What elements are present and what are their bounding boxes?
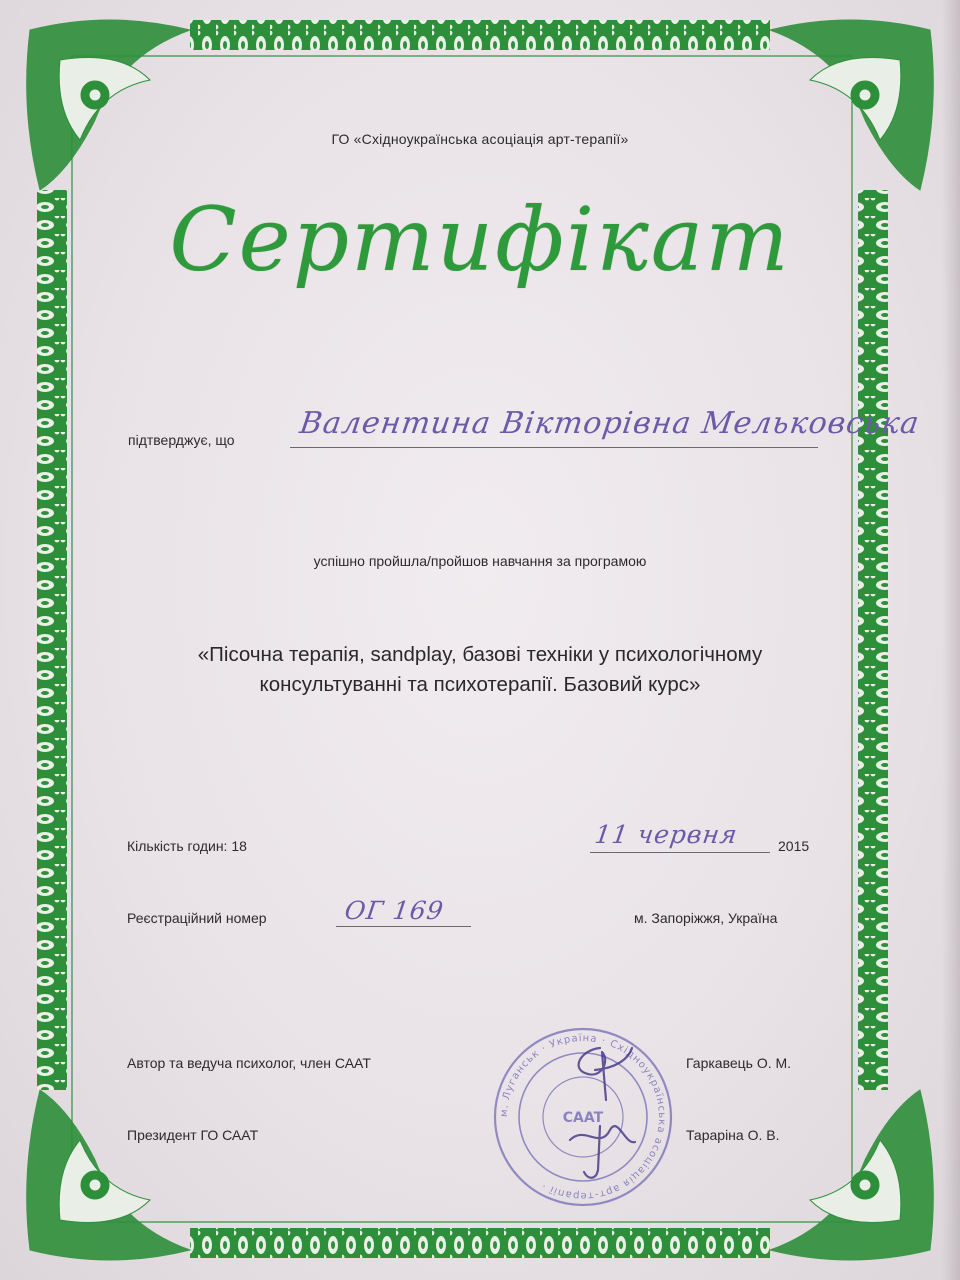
author-name: Гаркавець О. М.	[686, 1055, 792, 1071]
name-underline	[290, 447, 818, 448]
registration-label: Реєстраційний номер	[127, 910, 267, 926]
registration-underline	[336, 926, 471, 927]
date-underline	[590, 852, 770, 853]
issue-date: 11 червня	[592, 820, 740, 849]
president-name: Тараріна О. В.	[686, 1127, 780, 1143]
registration-number: ОГ 169	[342, 896, 446, 925]
signatures	[540, 1030, 660, 1190]
program-title	[110, 640, 850, 700]
svg-text:м. Луганськ · Україна · Східно: м. Луганськ · Україна · Східноукраїнська асоціація арт-терапії ·	[498, 1032, 668, 1202]
author-label: Автор та ведуча психолог, член САAT	[127, 1055, 371, 1071]
issue-year: 2015	[778, 838, 810, 854]
recipient-name: Валентина Вікторівна Мельковська	[297, 406, 922, 441]
program-title-line2: консультуванні та психотерапії. Базовий курс»	[259, 673, 701, 696]
hours-label: Кількість годин: 18	[127, 838, 247, 854]
organization-name: ГО «Східноукраїнська асоціація арт-терапії»	[331, 131, 629, 147]
president-label: Президент ГО САAT	[127, 1127, 259, 1143]
svg-text:САAT: САAT	[562, 1110, 604, 1126]
program-title-line1: «Пісочна терапія, sandplay, базові техніки у психологічному	[197, 643, 763, 666]
completed-text: успішно пройшла/пройшов навчання за програмою	[313, 553, 647, 569]
confirms-label: підтверджує, що	[128, 432, 235, 448]
issue-city: м. Запоріжжя, Україна	[634, 910, 778, 926]
certificate-title: Сертифікат	[169, 188, 791, 291]
